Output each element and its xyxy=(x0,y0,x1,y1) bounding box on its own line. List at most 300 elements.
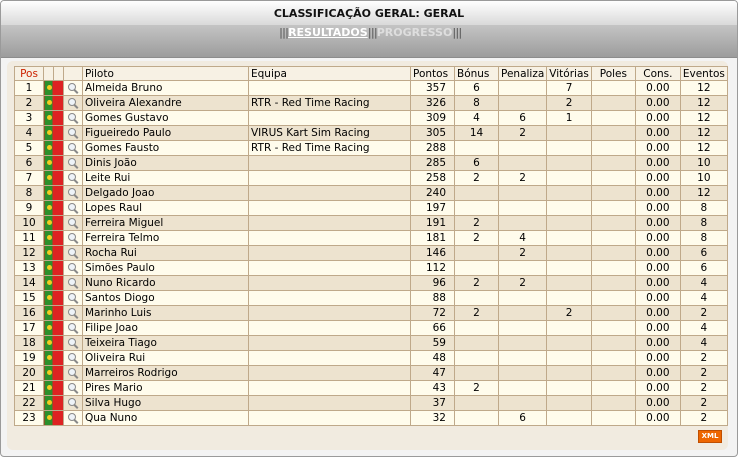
poles-cell xyxy=(591,276,635,291)
driver-details-cell xyxy=(64,171,83,186)
penalty-cell xyxy=(499,216,547,231)
driver-name[interactable]: Ferreira Miguel xyxy=(83,216,249,231)
magnifier-icon[interactable] xyxy=(68,143,78,154)
flag-emblem-icon xyxy=(47,190,52,195)
driver-details-cell xyxy=(64,396,83,411)
poles-cell xyxy=(591,81,635,96)
events-cell: 2 xyxy=(680,381,727,396)
position-cell: 22 xyxy=(15,396,44,411)
penalty-cell xyxy=(499,96,547,111)
wins-cell xyxy=(547,336,592,351)
points-cell: 285 xyxy=(411,156,455,171)
column-header-details xyxy=(64,67,83,81)
column-header-vitorias[interactable]: Vitórias xyxy=(547,67,592,81)
tab-bar xyxy=(1,25,737,58)
magnifier-icon[interactable] xyxy=(68,353,78,364)
poles-cell xyxy=(591,111,635,126)
position-cell: 13 xyxy=(15,261,44,276)
portugal-flag-icon xyxy=(44,396,64,411)
driver-details-cell xyxy=(64,336,83,351)
flag-emblem-icon xyxy=(47,280,52,285)
driver-details-cell xyxy=(64,276,83,291)
events-cell: 4 xyxy=(680,276,727,291)
magnifier-icon[interactable] xyxy=(68,233,78,244)
events-cell: 12 xyxy=(680,81,727,96)
flag-emblem-icon xyxy=(47,400,52,405)
events-cell: 8 xyxy=(680,231,727,246)
penalty-cell xyxy=(499,396,547,411)
cons-cell: 0.00 xyxy=(635,351,680,366)
team-name xyxy=(249,366,411,381)
portugal-flag-icon xyxy=(44,111,64,126)
events-cell: 12 xyxy=(680,96,727,111)
poles-cell xyxy=(591,366,635,381)
position-cell: 20 xyxy=(15,366,44,381)
wins-cell xyxy=(547,261,592,276)
table-row xyxy=(15,156,728,171)
team-name xyxy=(249,111,411,126)
position-cell: 14 xyxy=(15,276,44,291)
team-name xyxy=(249,291,411,306)
wins-cell xyxy=(547,351,592,366)
driver-details-cell xyxy=(64,321,83,336)
flag-emblem-icon xyxy=(47,355,52,360)
cons-cell: 0.00 xyxy=(635,291,680,306)
position-cell: 9 xyxy=(15,201,44,216)
column-header-piloto[interactable]: Piloto xyxy=(83,67,249,81)
poles-cell xyxy=(591,306,635,321)
cons-cell: 0.00 xyxy=(635,336,680,351)
flag-emblem-icon xyxy=(47,325,52,330)
magnifier-icon[interactable] xyxy=(68,248,78,259)
magnifier-icon[interactable] xyxy=(68,218,78,229)
wins-cell xyxy=(547,321,592,336)
magnifier-icon[interactable] xyxy=(68,293,78,304)
poles-cell xyxy=(591,96,635,111)
team-name xyxy=(249,156,411,171)
bonus-cell: 2 xyxy=(455,306,499,321)
bonus-cell xyxy=(455,186,499,201)
standings-body xyxy=(15,81,728,426)
wins-cell xyxy=(547,171,592,186)
bonus-cell: 4 xyxy=(455,111,499,126)
driver-details-cell xyxy=(64,381,83,396)
team-name xyxy=(249,186,411,201)
driver-name[interactable]: Lopes Raul xyxy=(83,201,249,216)
penalty-cell xyxy=(499,201,547,216)
bonus-cell: 2 xyxy=(455,216,499,231)
bonus-cell xyxy=(455,291,499,306)
driver-name[interactable]: Gomes Fausto xyxy=(83,141,249,156)
team-name: VIRUS Kart Sim Racing xyxy=(249,126,411,141)
poles-cell xyxy=(591,351,635,366)
position-cell: 3 xyxy=(15,111,44,126)
points-cell: 191 xyxy=(411,216,455,231)
driver-name[interactable]: Leite Rui xyxy=(83,171,249,186)
table-row xyxy=(15,111,728,126)
events-cell: 8 xyxy=(680,201,727,216)
column-header-pontos[interactable]: Pontos xyxy=(411,67,455,81)
flag-emblem-icon xyxy=(47,220,52,225)
column-header-eventos[interactable]: Eventos xyxy=(680,67,727,81)
magnifier-icon[interactable] xyxy=(68,308,78,319)
driver-name[interactable]: Figueiredo Paulo xyxy=(83,126,249,141)
team-name: RTR - Red Time Racing xyxy=(249,96,411,111)
table-row xyxy=(15,261,728,276)
table-row xyxy=(15,96,728,111)
position-cell: 16 xyxy=(15,306,44,321)
cons-cell: 0.00 xyxy=(635,216,680,231)
events-cell: 6 xyxy=(680,261,727,276)
points-cell: 146 xyxy=(411,246,455,261)
penalty-cell: 2 xyxy=(499,171,547,186)
bonus-cell xyxy=(455,366,499,381)
team-name xyxy=(249,321,411,336)
table-row xyxy=(15,246,728,261)
driver-name[interactable]: Delgado Joao xyxy=(83,186,249,201)
bonus-cell xyxy=(455,396,499,411)
cons-cell: 0.00 xyxy=(635,171,680,186)
driver-name[interactable]: Almeida Bruno xyxy=(83,81,249,96)
cons-cell: 0.00 xyxy=(635,396,680,411)
tab-separator: ||| xyxy=(452,26,462,39)
magnifier-icon[interactable] xyxy=(68,128,78,139)
position-cell: 12 xyxy=(15,246,44,261)
magnifier-icon[interactable] xyxy=(68,98,78,109)
flag-emblem-icon xyxy=(47,175,52,180)
events-cell: 2 xyxy=(680,411,727,426)
penalty-cell: 6 xyxy=(499,111,547,126)
wins-cell: 2 xyxy=(547,96,592,111)
column-header-pos[interactable]: Pos xyxy=(15,67,44,81)
portugal-flag-icon xyxy=(44,381,64,396)
flag-emblem-icon xyxy=(47,295,52,300)
driver-name[interactable]: Filipe Joao xyxy=(83,321,249,336)
penalty-cell xyxy=(499,141,547,156)
points-cell: 32 xyxy=(411,411,455,426)
magnifier-icon[interactable] xyxy=(68,188,78,199)
flag-emblem-icon xyxy=(47,340,52,345)
wins-cell xyxy=(547,231,592,246)
column-header-bonus[interactable]: Bónus xyxy=(455,67,499,81)
poles-cell xyxy=(591,216,635,231)
position-cell: 5 xyxy=(15,141,44,156)
cons-cell: 0.00 xyxy=(635,81,680,96)
team-name xyxy=(249,231,411,246)
table-row xyxy=(15,276,728,291)
flag-emblem-icon xyxy=(47,115,52,120)
bonus-cell: 14 xyxy=(455,126,499,141)
magnifier-icon[interactable] xyxy=(68,368,78,379)
events-cell: 10 xyxy=(680,156,727,171)
penalty-cell: 2 xyxy=(499,246,547,261)
points-cell: 48 xyxy=(411,351,455,366)
poles-cell xyxy=(591,126,635,141)
points-cell: 72 xyxy=(411,306,455,321)
poles-cell xyxy=(591,201,635,216)
poles-cell xyxy=(591,381,635,396)
wins-cell xyxy=(547,366,592,381)
table-row xyxy=(15,81,728,96)
points-cell: 309 xyxy=(411,111,455,126)
points-cell: 288 xyxy=(411,141,455,156)
magnifier-icon[interactable] xyxy=(68,83,78,94)
magnifier-icon[interactable] xyxy=(68,323,78,334)
points-cell: 59 xyxy=(411,336,455,351)
table-row xyxy=(15,366,728,381)
penalty-cell xyxy=(499,366,547,381)
driver-name[interactable]: Gomes Gustavo xyxy=(83,111,249,126)
xml-export-button[interactable]: XML xyxy=(698,430,722,443)
driver-details-cell xyxy=(64,81,83,96)
events-cell: 12 xyxy=(680,111,727,126)
wins-cell xyxy=(547,126,592,141)
penalty-cell: 6 xyxy=(499,411,547,426)
driver-name[interactable]: Silva Hugo xyxy=(83,396,249,411)
driver-details-cell xyxy=(64,366,83,381)
points-cell: 37 xyxy=(411,396,455,411)
penalty-cell xyxy=(499,321,547,336)
driver-details-cell xyxy=(64,411,83,426)
team-name xyxy=(249,171,411,186)
magnifier-icon[interactable] xyxy=(68,203,78,214)
flag-emblem-icon xyxy=(47,235,52,240)
driver-details-cell xyxy=(64,111,83,126)
events-cell: 2 xyxy=(680,306,727,321)
driver-details-cell xyxy=(64,246,83,261)
portugal-flag-icon xyxy=(44,126,64,141)
position-cell: 10 xyxy=(15,216,44,231)
driver-details-cell xyxy=(64,351,83,366)
events-cell: 2 xyxy=(680,366,727,381)
wins-cell xyxy=(547,291,592,306)
portugal-flag-icon xyxy=(44,291,64,306)
team-name xyxy=(249,396,411,411)
flag-emblem-icon xyxy=(47,385,52,390)
points-cell: 88 xyxy=(411,291,455,306)
driver-name[interactable]: Pires Mario xyxy=(83,381,249,396)
team-name xyxy=(249,261,411,276)
table-row xyxy=(15,306,728,321)
magnifier-icon[interactable] xyxy=(68,383,78,394)
page-title: CLASSIFICAÇÃO GERAL: GERAL xyxy=(1,1,737,25)
team-name xyxy=(249,246,411,261)
driver-details-cell xyxy=(64,126,83,141)
cons-cell: 0.00 xyxy=(635,156,680,171)
flag-emblem-icon xyxy=(47,205,52,210)
portugal-flag-icon xyxy=(44,81,64,96)
points-cell: 305 xyxy=(411,126,455,141)
team-name: RTR - Red Time Racing xyxy=(249,141,411,156)
portugal-flag-icon xyxy=(44,411,64,426)
penalty-cell xyxy=(499,261,547,276)
team-name xyxy=(249,201,411,216)
bonus-cell xyxy=(455,261,499,276)
portugal-flag-icon xyxy=(44,96,64,111)
driver-name[interactable]: Oliveira Alexandre xyxy=(83,96,249,111)
penalty-cell xyxy=(499,306,547,321)
events-cell: 4 xyxy=(680,336,727,351)
events-cell: 12 xyxy=(680,126,727,141)
portugal-flag-icon xyxy=(44,156,64,171)
bonus-cell: 2 xyxy=(455,231,499,246)
portugal-flag-icon xyxy=(44,351,64,366)
driver-details-cell xyxy=(64,231,83,246)
magnifier-icon[interactable] xyxy=(68,173,78,184)
driver-name[interactable]: Oliveira Rui xyxy=(83,351,249,366)
position-cell: 8 xyxy=(15,186,44,201)
magnifier-icon[interactable] xyxy=(68,398,78,409)
portugal-flag-icon xyxy=(44,246,64,261)
magnifier-icon[interactable] xyxy=(68,278,78,289)
portugal-flag-icon xyxy=(44,306,64,321)
driver-name[interactable]: Marreiros Rodrigo xyxy=(83,366,249,381)
poles-cell xyxy=(591,231,635,246)
table-row xyxy=(15,321,728,336)
tab-progresso[interactable]: PROGRESSO xyxy=(376,26,453,39)
flag-emblem-icon xyxy=(47,310,52,315)
table-header-row xyxy=(15,67,728,81)
penalty-cell xyxy=(499,336,547,351)
points-cell: 326 xyxy=(411,96,455,111)
bonus-cell xyxy=(455,336,499,351)
column-header-poles[interactable]: Poles xyxy=(591,67,635,81)
position-cell: 4 xyxy=(15,126,44,141)
driver-name[interactable]: Santos Diogo xyxy=(83,291,249,306)
position-cell: 11 xyxy=(15,231,44,246)
driver-name[interactable]: Teixeira Tiago xyxy=(83,336,249,351)
penalty-cell xyxy=(499,186,547,201)
table-row xyxy=(15,141,728,156)
bonus-cell xyxy=(455,411,499,426)
penalty-cell: 2 xyxy=(499,276,547,291)
bonus-cell: 2 xyxy=(455,276,499,291)
wins-cell xyxy=(547,246,592,261)
team-name xyxy=(249,381,411,396)
driver-details-cell xyxy=(64,141,83,156)
driver-details-cell xyxy=(64,96,83,111)
penalty-cell xyxy=(499,351,547,366)
cons-cell: 0.00 xyxy=(635,126,680,141)
bonus-cell xyxy=(455,141,499,156)
points-cell: 112 xyxy=(411,261,455,276)
wins-cell xyxy=(547,411,592,426)
driver-details-cell xyxy=(64,261,83,276)
position-cell: 23 xyxy=(15,411,44,426)
penalty-cell: 4 xyxy=(499,231,547,246)
wins-cell xyxy=(547,156,592,171)
bonus-cell: 6 xyxy=(455,156,499,171)
bonus-cell: 6 xyxy=(455,81,499,96)
team-name xyxy=(249,276,411,291)
poles-cell xyxy=(591,261,635,276)
wins-cell xyxy=(547,201,592,216)
poles-cell xyxy=(591,246,635,261)
events-cell: 10 xyxy=(680,171,727,186)
portugal-flag-icon xyxy=(44,201,64,216)
driver-name[interactable]: Nuno Ricardo xyxy=(83,276,249,291)
flag-emblem-icon xyxy=(47,415,52,420)
table-row xyxy=(15,201,728,216)
wins-cell xyxy=(547,276,592,291)
tab-list xyxy=(279,26,461,39)
cons-cell: 0.00 xyxy=(635,186,680,201)
points-cell: 197 xyxy=(411,201,455,216)
portugal-flag-icon xyxy=(44,141,64,156)
penalty-cell xyxy=(499,291,547,306)
driver-name[interactable]: Rocha Rui xyxy=(83,246,249,261)
poles-cell xyxy=(591,336,635,351)
portugal-flag-icon xyxy=(44,336,64,351)
tab-resultados[interactable]: RESULTADOS xyxy=(288,26,368,39)
events-cell: 12 xyxy=(680,141,727,156)
standings-table xyxy=(14,66,728,426)
events-cell: 8 xyxy=(680,216,727,231)
magnifier-icon[interactable] xyxy=(68,158,78,169)
poles-cell xyxy=(591,156,635,171)
driver-name[interactable]: Simões Paulo xyxy=(83,261,249,276)
wins-cell: 1 xyxy=(547,111,592,126)
points-cell: 240 xyxy=(411,186,455,201)
cons-cell: 0.00 xyxy=(635,201,680,216)
position-cell: 21 xyxy=(15,381,44,396)
points-cell: 43 xyxy=(411,381,455,396)
events-cell: 4 xyxy=(680,321,727,336)
bonus-cell: 2 xyxy=(455,171,499,186)
flag-emblem-icon xyxy=(47,265,52,270)
magnifier-icon[interactable] xyxy=(68,113,78,124)
table-row xyxy=(15,336,728,351)
wins-cell xyxy=(547,381,592,396)
magnifier-icon[interactable] xyxy=(68,413,78,424)
events-cell: 2 xyxy=(680,396,727,411)
cons-cell: 0.00 xyxy=(635,366,680,381)
poles-cell xyxy=(591,291,635,306)
bonus-cell xyxy=(455,246,499,261)
table-row xyxy=(15,411,728,426)
flag-emblem-icon xyxy=(47,100,52,105)
position-cell: 6 xyxy=(15,156,44,171)
wins-cell xyxy=(547,141,592,156)
wins-cell: 7 xyxy=(547,81,592,96)
bonus-cell xyxy=(455,321,499,336)
tab-separator: ||| xyxy=(279,26,289,39)
events-cell: 2 xyxy=(680,351,727,366)
events-cell: 6 xyxy=(680,246,727,261)
table-row xyxy=(15,381,728,396)
column-header-penalizacoes[interactable]: Penaliza xyxy=(499,67,547,81)
portugal-flag-icon xyxy=(44,231,64,246)
points-cell: 66 xyxy=(411,321,455,336)
points-cell: 258 xyxy=(411,171,455,186)
driver-name[interactable]: Qua Nuno xyxy=(83,411,249,426)
points-cell: 181 xyxy=(411,231,455,246)
driver-name[interactable]: Marinho Luis xyxy=(83,306,249,321)
driver-name[interactable]: Dinis João xyxy=(83,156,249,171)
team-name xyxy=(249,216,411,231)
column-header-cons[interactable]: Cons. xyxy=(635,67,680,81)
column-header-equipa[interactable]: Equipa xyxy=(249,67,411,81)
results-panel xyxy=(7,61,728,450)
flag-emblem-icon xyxy=(47,85,52,90)
magnifier-icon[interactable] xyxy=(68,338,78,349)
cons-cell: 0.00 xyxy=(635,306,680,321)
cons-cell: 0.00 xyxy=(635,96,680,111)
table-row xyxy=(15,216,728,231)
driver-name[interactable]: Ferreira Telmo xyxy=(83,231,249,246)
magnifier-icon[interactable] xyxy=(68,263,78,274)
wins-cell xyxy=(547,186,592,201)
